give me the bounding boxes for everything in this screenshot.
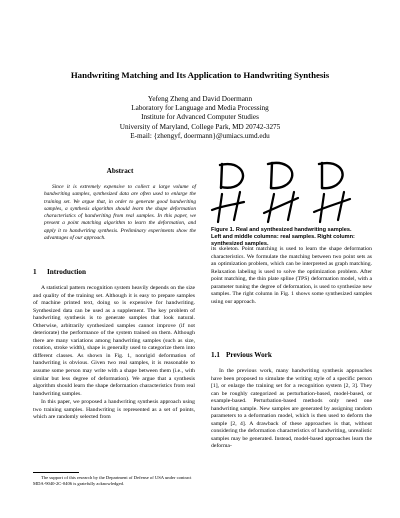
intro-continued-paragraph: its skeleton. Point matching is used to learn the shape deformation characteristics. We formulate the matching between two point sets as an optimization problem, which can be interpreted as graph matching. Relaxation labeling is used to solve the optimization problem. After point matching, the thin plate spline (TPS) deformation model, with a parameter tuning the degree of deformation, is used to synthesize new samples. The right column in Fig. 1 shows some synthesized samples using our approach. <box>211 246 372 305</box>
handwritten-d-synthesized <box>319 163 343 188</box>
intro-paragraph-2: In this paper, we proposed a handwriting synthesis approach using two training samples. Handwriting is represented as a set of points, which are randomly selected from <box>33 399 195 421</box>
abstract-text: Since it is extremely expensive to collect a large volume of handwriting samples, synthesized data are often used to enlarge the training set. We argue that, in order to generate good handwriting samples, a synthesis algorithm should learn the shape deformation characteristics of handwriting from real samples. In this paper, we present a point matching algorithm to learn the deformation, and apply it to handwriting synthesis. Preliminary experiments show the advantages of our approach. <box>44 184 196 242</box>
subsection-number: 1.1 <box>211 351 220 359</box>
handwriting-samples-figure <box>210 158 368 230</box>
handwritten-d-real-1 <box>220 164 243 188</box>
section-1-heading <box>33 268 86 277</box>
handwritten-h-synthesized <box>314 192 350 222</box>
previous-work-paragraph: In the previous work, many handwriting synthesis approaches have been proposed to simulate the writing style of a specific person [1], or enlarge the training set for a recognition system [2, 3]. They can be roughly categorized as perturbation-based, model-based, or example-based. Perturbation-based methods only need one handwriting sample. New samples are generated by assigning random parameters to a deformation model, which is then used to deform the sample [2, 4]. A drawback of these approaches is that, without considering the deformation characteristics of handwriting, unrealistic samples may be generated. Instead, model-based approaches learn the deforma- <box>211 368 372 450</box>
handwritten-h-real-1 <box>212 192 244 222</box>
abstract-heading: Abstract <box>106 167 134 175</box>
author-block <box>0 95 400 141</box>
subsection-title: Previous Work <box>226 351 272 359</box>
previous-work-body <box>211 368 372 451</box>
introduction-body <box>33 285 195 422</box>
intro-paragraph-1: A statistical pattern recognition system heavily depends on the size and quality of the training set. Although it is easy to prepare samples of machine printed text, doing so is expensive for handwriting. Synthesized data can be used as a supplement. The key problem of handwriting synthesis is to generate samples that look natural. Otherwise, arbitrarily synthesized samples cannot improve (if not deteriorate) the performance of the system trained on them. Although there are many variations among handwriting samples (such as size, rotation, stroke width), shape is generally used to categorize them into different classes. As shown in Fig. 1, nonrigid deformation of handwriting is obvious. Given two real samples, it is reasonable to assume some person may write with a shape between them (i.e., with similar but less degree of deformation). We argue that a synthesis algorithm should learn the shape deformation characteristics from real handwriting samples. <box>33 285 195 397</box>
paper-title: Handwriting Matching and Its Application to Handwriting Synthesis <box>70 70 330 80</box>
lab: Laboratory for Language and Media Processing <box>131 104 269 113</box>
footnote: The support of this research by the Department of Defense of USA under contract MDA-9040-2C-0406 is gratefully acknowledged. <box>33 475 192 486</box>
section-number: 1 <box>33 268 37 276</box>
footnote-rule <box>33 472 79 473</box>
section-1-1-heading <box>211 351 272 360</box>
university: University of Maryland, College Park, MD 20742-3275 <box>119 122 281 131</box>
handwritten-d-real-2 <box>268 163 292 188</box>
handwritten-h-real-2 <box>264 192 298 222</box>
email: E-mail: {zhengyf, doermann}@umiacs.umd.edu <box>130 131 270 140</box>
figure-caption: Figure 1. Real and synthesized handwriting samples. Left and middle columns: real samples. Right column: synthesized samples. <box>211 227 355 248</box>
institute: Institute for Advanced Computer Studies <box>141 113 259 122</box>
introduction-continued <box>211 246 372 306</box>
authors: Yefeng Zheng and David Doermann <box>147 95 253 103</box>
section-title: Introduction <box>47 268 87 276</box>
